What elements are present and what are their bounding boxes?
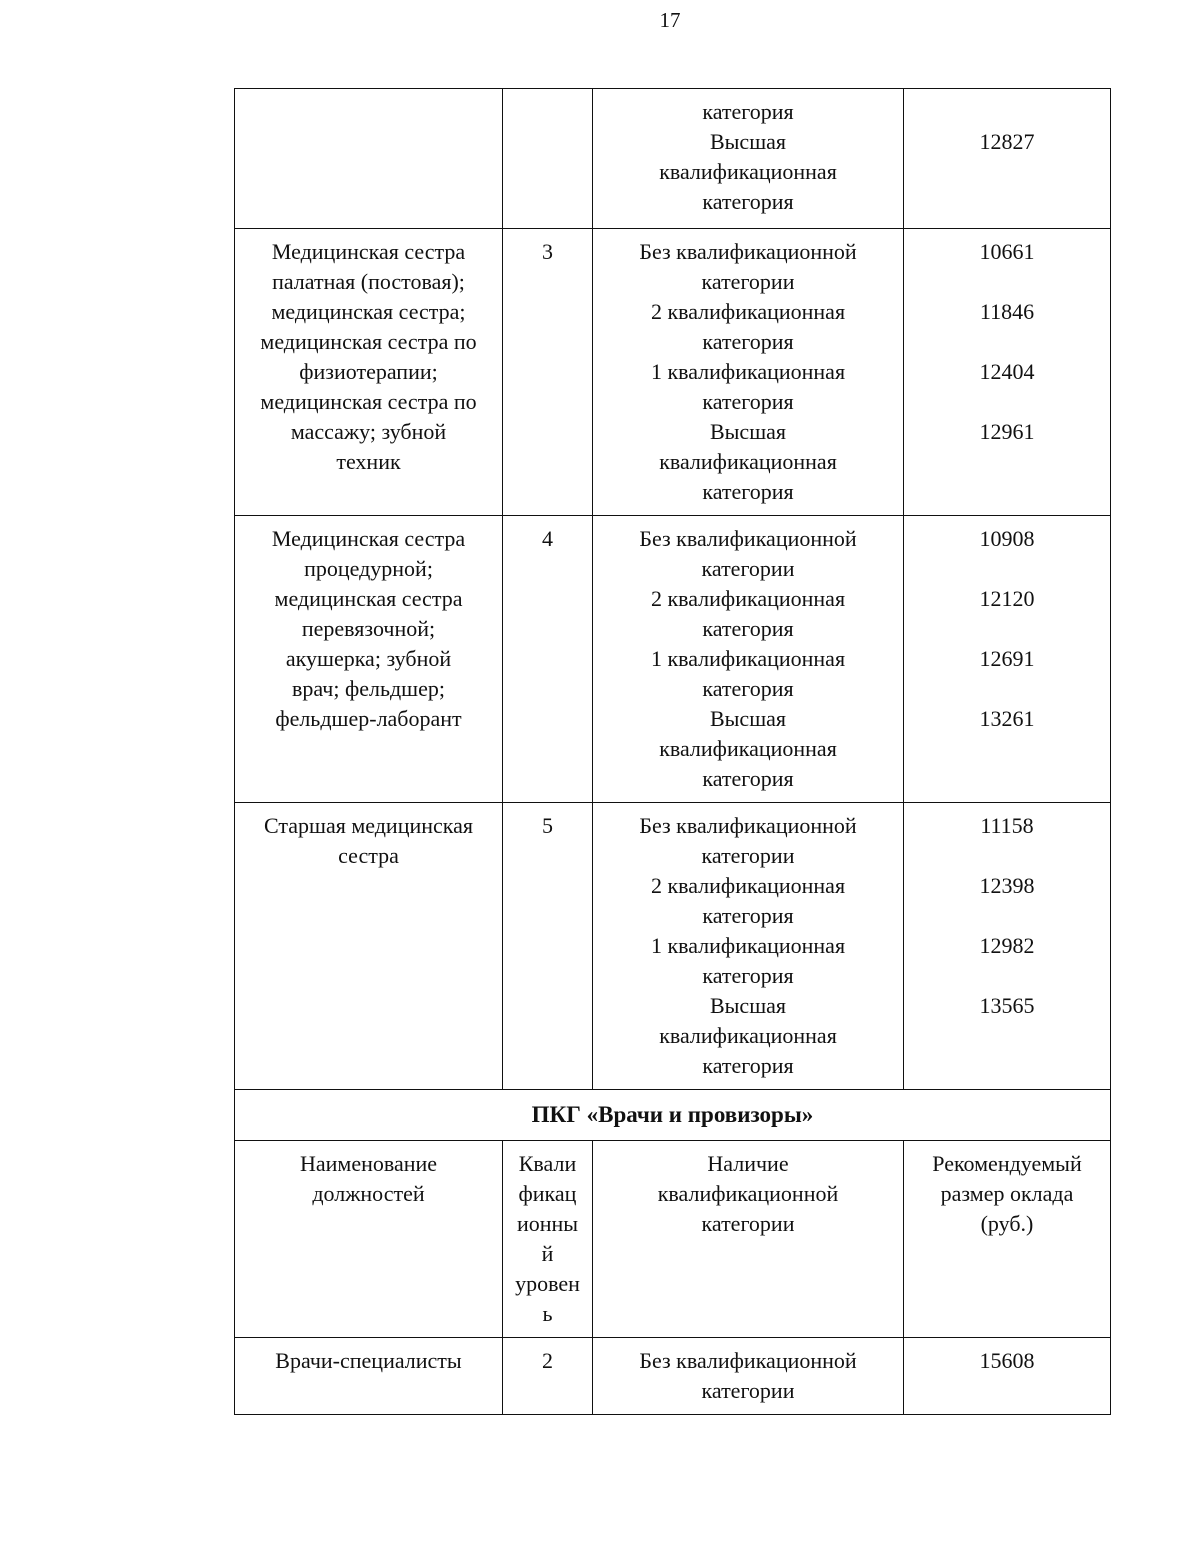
category-line: категория <box>702 99 794 124</box>
category-line: категория <box>702 616 794 641</box>
level-value: 4 <box>542 526 553 551</box>
salary-value: 10661 <box>979 239 1035 264</box>
category-line: Без квалификационной <box>639 239 857 264</box>
category-line: категория <box>702 963 794 988</box>
category-line: категория <box>702 1053 794 1078</box>
category-line: Высшая <box>709 129 787 154</box>
category-cell <box>593 516 904 803</box>
category-line: Высшая <box>709 993 787 1018</box>
position-cell: Врачи-специалисты <box>235 1338 503 1415</box>
salary-value: 12691 <box>979 646 1035 671</box>
section-row <box>235 1090 1111 1141</box>
salary-cell <box>904 516 1111 803</box>
level-cell <box>503 803 593 1090</box>
header-line: Наличие <box>707 1151 789 1176</box>
category-line: 2 квалификационная <box>650 299 846 324</box>
category-entry <box>597 704 899 794</box>
position-line: Медицинская сестра <box>271 239 466 264</box>
category-line: категория <box>702 479 794 504</box>
level-value: 5 <box>542 813 553 838</box>
position-cell <box>235 229 503 516</box>
category-entry <box>597 991 899 1081</box>
header-category <box>593 1141 904 1338</box>
header-level <box>503 1141 593 1338</box>
salary-cell: 15608 <box>904 1338 1111 1415</box>
position-line: фельдшер-лаборант <box>275 706 462 731</box>
category-cell <box>593 1338 904 1415</box>
position-line: Медицинская сестра <box>271 526 466 551</box>
category-line: квалификационная <box>659 449 837 474</box>
category-line: Высшая <box>709 706 787 731</box>
salary-value: 12827 <box>979 129 1035 154</box>
position-line: палатная (постовая); <box>272 269 465 294</box>
level-cell: 2 <box>503 1338 593 1415</box>
category-line: квалификационная <box>659 736 837 761</box>
position-line: физиотерапии; <box>299 359 438 384</box>
header-position <box>235 1141 503 1338</box>
category-line: 2 квалификационная <box>650 586 846 611</box>
category-entry <box>597 524 899 584</box>
salary-value: 12404 <box>979 359 1035 384</box>
category-entry <box>597 357 899 417</box>
header-line: уровен <box>515 1271 580 1296</box>
category-entry <box>597 931 899 991</box>
table-row <box>235 89 1111 229</box>
category-line: квалификационная <box>659 1023 837 1048</box>
position-line: врач; фельдшер; <box>292 676 445 701</box>
position-line: медицинская сестра; <box>271 299 466 324</box>
header-line: (руб.) <box>980 1211 1034 1236</box>
position-line: процедурной; <box>304 556 433 581</box>
salary-cell <box>904 89 1111 229</box>
salary-table <box>234 88 1111 1415</box>
category-entry <box>597 297 899 357</box>
position-line: акушерка; зубной <box>285 646 452 671</box>
header-line: фикац <box>518 1181 577 1206</box>
level-value: 3 <box>542 239 553 264</box>
position-line: Старшая медицинская <box>263 813 474 838</box>
category-line: категории <box>701 843 795 868</box>
category-line: квалификационная <box>659 159 837 184</box>
category-line: категория <box>702 389 794 414</box>
salary-cell <box>904 229 1111 516</box>
table-row <box>235 229 1111 516</box>
level-cell <box>503 89 593 229</box>
header-line: категории <box>701 1211 795 1236</box>
category-line: Без квалификационной <box>639 813 857 838</box>
salary-value: 10908 <box>979 526 1035 551</box>
header-line: размер оклада <box>940 1181 1074 1206</box>
section-title: ПКГ «Врачи и провизоры» <box>235 1090 1111 1141</box>
position-line: медицинская сестра <box>274 586 463 611</box>
header-salary <box>904 1141 1111 1338</box>
header-line: ионны <box>516 1211 579 1236</box>
category-cell <box>593 803 904 1090</box>
category-line: 1 квалификационная <box>650 646 846 671</box>
header-line: Наименование <box>299 1151 438 1176</box>
salary-value: 12398 <box>979 873 1035 898</box>
table-row <box>235 516 1111 803</box>
table-row <box>235 1338 1111 1415</box>
salary-value: 13261 <box>979 706 1035 731</box>
salary-value: 12961 <box>979 419 1035 444</box>
salary-value: 12982 <box>979 933 1035 958</box>
category-entry <box>597 811 899 871</box>
category-line: категория <box>702 189 794 214</box>
table-row <box>235 803 1111 1090</box>
position-line: техник <box>336 449 401 474</box>
category-cell <box>593 229 904 516</box>
salary-value: 11158 <box>980 813 1034 838</box>
salary-cell <box>904 803 1111 1090</box>
category-line: категория <box>702 329 794 354</box>
position-cell <box>235 89 503 229</box>
position-line: массажу; зубной <box>290 419 447 444</box>
category-entry <box>597 584 899 644</box>
category-entry <box>597 417 899 507</box>
header-row <box>235 1141 1111 1338</box>
position-line: перевязочной; <box>301 616 436 641</box>
level-cell <box>503 229 593 516</box>
header-line: ь <box>542 1301 553 1326</box>
category-cell <box>593 89 904 229</box>
page-number: 17 <box>659 8 681 32</box>
category-line: 2 квалификационная <box>650 873 846 898</box>
category-line: категории <box>701 1378 795 1403</box>
salary-value: 12120 <box>979 586 1035 611</box>
category-line: категории <box>701 556 795 581</box>
category-line: 1 квалификационная <box>650 359 846 384</box>
category-line: Высшая <box>709 419 787 444</box>
category-entry <box>597 237 899 297</box>
salary-value: 13565 <box>979 993 1035 1018</box>
position-cell <box>235 516 503 803</box>
header-line: Рекомендуемый <box>932 1151 1082 1176</box>
category-entry <box>597 871 899 931</box>
level-cell <box>503 516 593 803</box>
salary-value: 11846 <box>979 299 1035 324</box>
category-line: категории <box>701 269 795 294</box>
header-line: й <box>541 1241 554 1266</box>
header-line: должностей <box>312 1181 425 1206</box>
position-cell <box>235 803 503 1090</box>
category-line: категория <box>702 676 794 701</box>
header-line: Квали <box>518 1151 577 1176</box>
category-line: Без квалификационной <box>639 526 857 551</box>
position-line: медицинская сестра по <box>260 329 477 354</box>
header-line: квалификационной <box>657 1181 839 1206</box>
position-line: сестра <box>338 843 399 868</box>
category-entry <box>597 644 899 704</box>
category-line: 1 квалификационная <box>650 933 846 958</box>
category-line: категория <box>702 903 794 928</box>
position-line: медицинская сестра по <box>260 389 477 414</box>
category-line: категория <box>702 766 794 791</box>
category-line: Без квалификационной <box>639 1348 857 1373</box>
